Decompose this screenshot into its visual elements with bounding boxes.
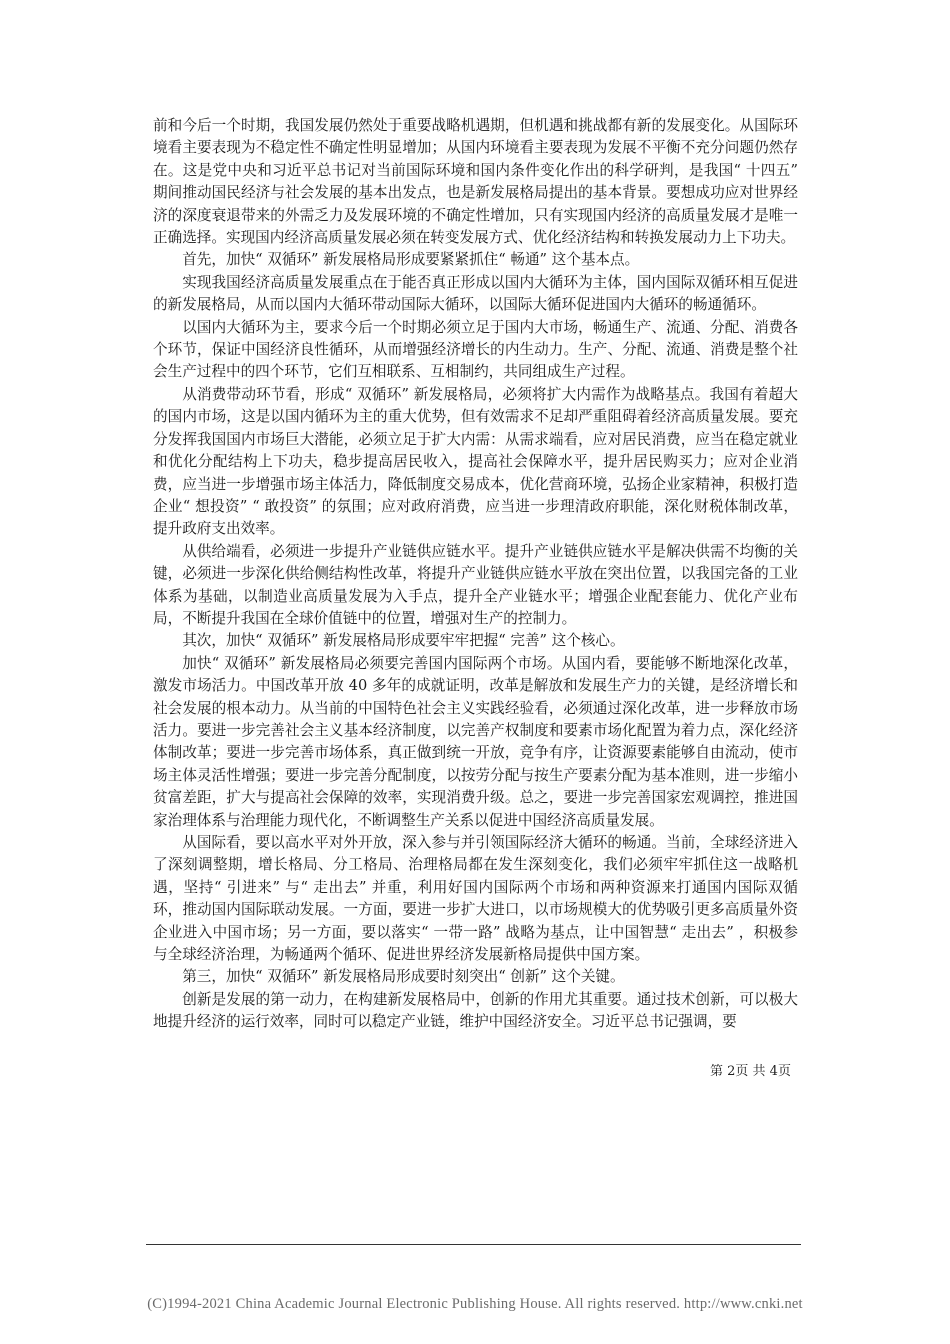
paragraph-4: 以国内大循环为主，要求今后一个时期必须立足于国内大市场，畅通生产、流通、分配、消费各个环节，保证中国经济良性循环，从而增强经济增长的内生动力。生产、分配、流通、消费是整个社会生产过程中的四个环节，它们互相联系、互相制约，共同组成生产过程。 bbox=[153, 318, 798, 381]
paragraph-1: 前和今后一个时期，我国发展仍然处于重要战略机遇期，但机遇和挑战都有新的发展变化。从国际环境看主要表现为不稳定性不确定性明显增加；从国内环境看主要表现为发展不平衡不充分问题仍然存在。这是党中央和习近平总书记对当前国际环境和国内条件变化作出的科学研判，是我国“ 十四五” 期间推动国民经济与社会发展的基本出发点，也是新发展格局提出的基本背景。要想成功应对世界经济的深度衰退带来的外需乏力及发展环境的不确定性增加，只有实现国内经济的高质量发展才是唯一正确选择。实现国内经济高质量发展必须在转变发展方式、优化经济结构和转换发展动力上下功夫。 bbox=[153, 117, 798, 247]
paragraph-2-heading-first: 首先，加快“ 双循环” 新发展格局形成要紧紧抓住“ 畅通” 这个基本点。 bbox=[182, 251, 640, 269]
paragraph-3: 实现我国经济高质量发展重点在于能否真正形成以国内大循环为主体，国内国际双循环相互促进的新发展格局，从而以国内大循环带动国际大循环，以国际大循环促进国内大循环的畅通循环。 bbox=[153, 273, 798, 314]
paragraph-7-heading-second: 其次，加快“ 双循环” 新发展格局形成要牢牢把握“ 完善” 这个核心。 bbox=[182, 632, 625, 650]
copyright-notice: (C)1994-2021 China Academic Journal Electronic Publishing House. All rights reserved. http://www.cnki.net bbox=[147, 1296, 803, 1312]
paragraph-5: 从消费带动环节看，形成“ 双循环” 新发展格局，必须将扩大内需作为战略基点。我国有着超大的国内市场，这是以国内循环为主的重大优势，但有效需求不足却严重阻碍着经济高质量发展。要充分发挥我国国内市场巨大潜能，必须立足于扩大内需：从需求端看，应对居民消费，应当在稳定就业和优化分配结构上下功夫，稳步提高居民收入，提高社会保障水平，提升居民购买力；应对企业消费，应当进一步增强市场主体活力，降低制度交易成本，优化营商环境，弘扬企业家精神，积极打造企业“ 想投资” “ 敢投资” 的氛围；应对政府消费，应当进一步理清政府职能，深化财税体制改革，提升政府支出效率。 bbox=[153, 385, 798, 538]
paragraph-8: 加快“ 双循环” 新发展格局必须要完善国内国际两个市场。从国内看，要能够不断地深化改革，激发市场活力。中国改革开放 40 多年的成就证明，改革是解放和发展生产力的关键，是经济增长和社会发展的根本动力。从当前的中国特色社会主义实践经验看，必须通过深化改革，进一步释放市场活力。要进一步完善社会主义基本经济制度，以完善产权制度和要素市场化配置为着力点，深化经济体制改革；要进一步完善市场体系，真正做到统一开放，竞争有序，让资源要素能够自由流动，使市场主体灵活性增强；要进一步完善分配制度，以按劳分配与按生产要素分配为基本准则，进一步缩小贫富差距，扩大与提高社会保障的效率，实现消费升级。总之，要进一步完善国家宏观调控，推进国家治理体系与治理能力现代化，不断调整生产关系以促进中国经济高质量发展。 bbox=[153, 654, 798, 829]
paragraph-9: 从国际看，要以高水平对外开放，深入参与并引领国际经济大循环的畅通。当前，全球经济进入了深刻调整期，增长格局、分工格局、治理格局都在发生深刻变化，我们必须牢牢抓住这一战略机遇，坚持“ 引进来” 与“ 走出去” 并重，利用好国内国际两个市场和两种资源来打通国内国际双循环，推动国内国际联动发展。一方面，要进一步扩大进口，以市场规模大的优势吸引更多高质量外资企业进入中国市场；另一方面，要以落实“ 一带一路” 战略为基点，让中国智慧“ 走出去” ，积极参与全球经济治理，为畅通两个循环、促进世界经济发展新格局提供中国方案。 bbox=[153, 834, 798, 964]
article-body bbox=[153, 115, 798, 1034]
page-number: 第 2页 共 4页 bbox=[710, 1064, 791, 1079]
paragraph-10-heading-third: 第三，加快“ 双循环” 新发展格局形成要时刻突出“ 创新” 这个关键。 bbox=[182, 968, 625, 986]
footer-divider bbox=[146, 1244, 801, 1245]
paragraph-11: 创新是发展的第一动力，在构建新发展格局中，创新的作用尤其重要。通过技术创新，可以极大地提升经济的运行效率，同时可以稳定产业链，维护中国经济安全。习近平总书记强调，要 bbox=[153, 990, 798, 1031]
paragraph-6: 从供给端看，必须进一步提升产业链供应链水平。提升产业链供应链水平是解决供需不均衡的关键，必须进一步深化供给侧结构性改革，将提升产业链供应链水平放在突出位置，以我国完备的工业体系为基础，以制造业高质量发展为入手点，提升全产业链水平；增强企业配套能力、优化产业布局，不断提升我国在全球价值链中的位置，增强对生产的控制力。 bbox=[153, 542, 798, 627]
